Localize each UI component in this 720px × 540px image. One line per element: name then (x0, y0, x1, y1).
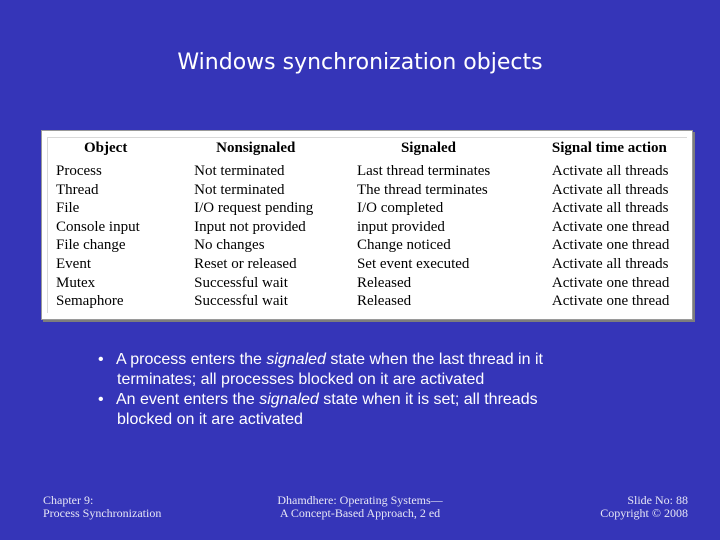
cell-action: Activate one thread (551, 293, 670, 310)
cell-object: Process (56, 163, 102, 179)
bullet-emphasis: signaled (266, 351, 326, 368)
cell-nonsignaled: Successful wait (194, 293, 288, 310)
footer-copyright: Copyright © 2008 (600, 506, 688, 520)
cell-nonsignaled: No changes (194, 237, 265, 254)
bullet-item (98, 390, 698, 430)
cell-action: Activate one thread (551, 274, 670, 291)
cell-action: Activate one thread (551, 237, 670, 254)
cell-nonsignaled: Not terminated (194, 163, 285, 179)
sync-objects-table-frame (41, 130, 693, 320)
bullet-text-after: state when the last thread in it (325, 351, 543, 368)
cell-object: Mutex (56, 274, 96, 291)
table-row (56, 218, 692, 237)
bullet-text-before: An event enters the (116, 391, 260, 408)
cell-action: Activate all threads (551, 163, 669, 179)
cell-signaled: The thread terminates (356, 181, 488, 198)
cell-signaled: I/O completed (356, 200, 444, 217)
table-row (56, 236, 692, 255)
cell-nonsignaled: I/O request pending (194, 200, 314, 217)
bullet-text-after: state when it is set; all threads (318, 391, 538, 408)
header-signaled: Signaled (400, 140, 456, 156)
cell-object: File (56, 200, 80, 217)
cell-signaled: Set event executed (356, 255, 470, 272)
cell-signaled: Released (356, 293, 412, 310)
bullet-emphasis: signaled (259, 391, 319, 408)
header-nonsignaled: Nonsignaled (216, 140, 296, 156)
footer-chapter-number: Chapter 9: (43, 493, 94, 507)
bullet-marker: • (98, 351, 104, 368)
bullet-marker: • (98, 391, 104, 408)
footer-book (250, 494, 470, 520)
sync-objects-table (56, 139, 692, 311)
cell-object: Semaphore (56, 293, 124, 310)
footer-slide-number: Slide No: 88 (627, 493, 688, 507)
cell-object: File change (56, 237, 126, 254)
cell-object: Console input (56, 218, 140, 235)
bullet-text-before: A process enters the (116, 351, 267, 368)
cell-nonsignaled: Not terminated (194, 181, 285, 198)
bullet-item (98, 350, 698, 390)
cell-object: Event (56, 255, 91, 272)
footer-slide-info (600, 494, 688, 520)
cell-nonsignaled: Reset or released (194, 255, 297, 272)
cell-nonsignaled: Successful wait (194, 274, 288, 291)
table-header-row (56, 139, 692, 162)
table-row (56, 162, 692, 181)
slide-title: Windows synchronization objects (177, 50, 543, 75)
table-row (56, 181, 692, 200)
footer-chapter-title: Process Synchronization (43, 506, 162, 520)
bullet-text-continued: terminates; all processes blocked on it are activated (117, 371, 485, 388)
cell-action: Activate all threads (551, 181, 669, 198)
cell-signaled: input provided (356, 218, 445, 235)
cell-action: Activate one thread (551, 218, 670, 235)
table-row (56, 274, 692, 293)
header-signal-time-action: Signal time action (551, 140, 667, 156)
footer-book-author: Dhamdhere: Operating Systems— (277, 493, 443, 507)
bullet-text-continued: blocked on it are activated (117, 411, 303, 428)
cell-signaled: Last thread terminates (356, 163, 491, 179)
footer-book-title: A Concept-Based Approach, 2 ed (279, 506, 441, 520)
footer-chapter (43, 494, 161, 520)
table-row (56, 292, 692, 311)
bullet-list (98, 350, 698, 430)
cell-nonsignaled: Input not provided (194, 218, 306, 235)
cell-action: Activate all threads (551, 200, 669, 217)
table-row (56, 199, 692, 218)
table-row (56, 255, 692, 274)
cell-signaled: Change noticed (356, 237, 451, 254)
cell-action: Activate all threads (551, 255, 669, 272)
cell-signaled: Released (356, 274, 412, 291)
cell-object: Thread (56, 181, 99, 198)
header-object: Object (84, 140, 128, 156)
